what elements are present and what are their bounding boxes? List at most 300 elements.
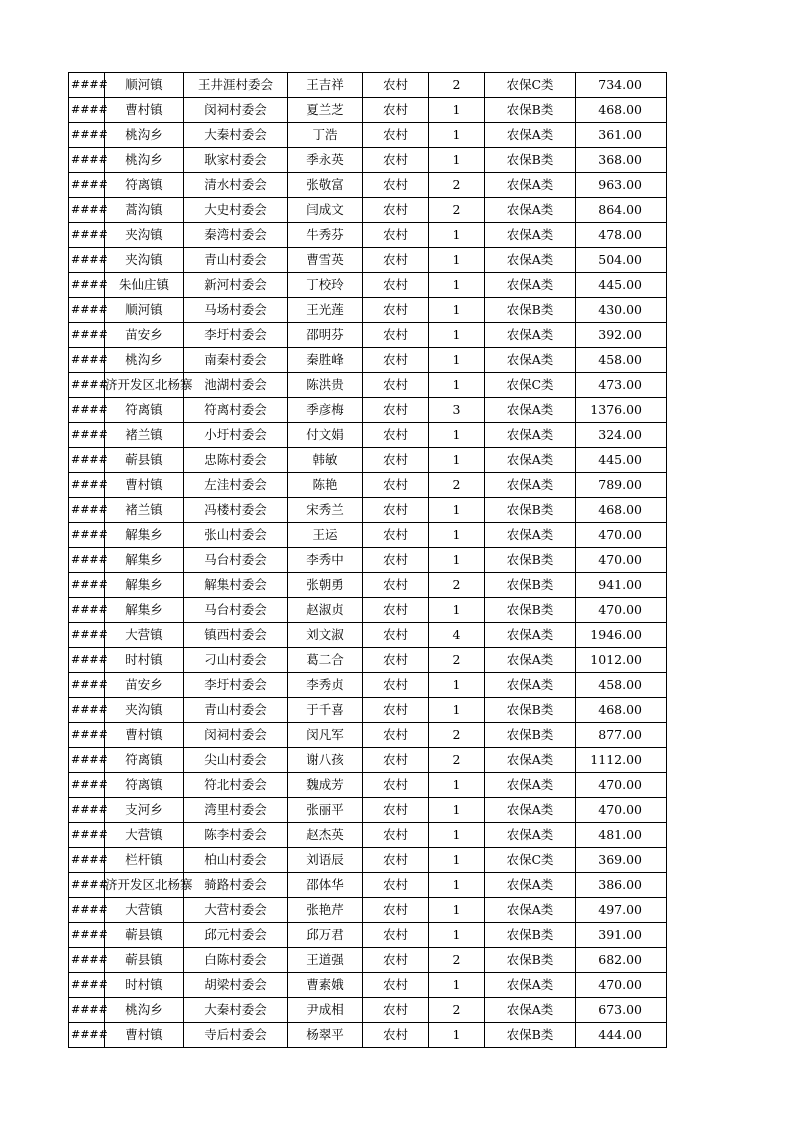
village-committee-cell: 闵祠村委会 — [184, 98, 288, 123]
village-committee-cell: 大营村委会 — [184, 898, 288, 923]
insurance-class-cell: 农保A类 — [485, 998, 576, 1023]
township-cell: 朱仙庄镇 — [105, 273, 184, 298]
village-committee-cell: 冯楼村委会 — [184, 498, 288, 523]
table-row — [69, 823, 667, 848]
township-cell: 支河乡 — [105, 798, 184, 823]
insurance-class-cell: 农保B类 — [485, 723, 576, 748]
township-cell: 济开发区北杨寨 — [105, 873, 184, 898]
village-committee-cell: 清水村委会 — [184, 173, 288, 198]
village-committee-cell: 新河村委会 — [184, 273, 288, 298]
amount-cell: 386.00 — [576, 873, 667, 898]
household-count-cell: 4 — [429, 623, 485, 648]
amount-cell: 470.00 — [576, 773, 667, 798]
household-count-cell: 3 — [429, 398, 485, 423]
area-type-cell: 农村 — [363, 323, 429, 348]
table-body — [69, 73, 667, 1048]
amount-cell: 445.00 — [576, 273, 667, 298]
township-cell: 符离镇 — [105, 748, 184, 773]
area-type-cell: 农村 — [363, 1023, 429, 1048]
row-id-cell: #### — [69, 498, 105, 523]
row-id-cell: #### — [69, 423, 105, 448]
area-type-cell: 农村 — [363, 748, 429, 773]
village-committee-cell: 马台村委会 — [184, 548, 288, 573]
township-cell: 苗安乡 — [105, 673, 184, 698]
village-committee-cell: 南秦村委会 — [184, 348, 288, 373]
area-type-cell: 农村 — [363, 473, 429, 498]
area-type-cell: 农村 — [363, 773, 429, 798]
table-row — [69, 73, 667, 98]
amount-cell: 430.00 — [576, 298, 667, 323]
household-count-cell: 1 — [429, 148, 485, 173]
village-committee-cell: 小圩村委会 — [184, 423, 288, 448]
table-row — [69, 698, 667, 723]
amount-cell: 369.00 — [576, 848, 667, 873]
area-type-cell: 农村 — [363, 998, 429, 1023]
township-cell: 桃沟乡 — [105, 123, 184, 148]
household-count-cell: 1 — [429, 348, 485, 373]
household-count-cell: 1 — [429, 423, 485, 448]
township-cell: 曹村镇 — [105, 98, 184, 123]
area-type-cell: 农村 — [363, 848, 429, 873]
table-row — [69, 548, 667, 573]
township-cell: 符离镇 — [105, 398, 184, 423]
name-cell: 刘文淑 — [288, 623, 363, 648]
table-row — [69, 898, 667, 923]
household-count-cell: 1 — [429, 298, 485, 323]
row-id-cell: #### — [69, 648, 105, 673]
row-id-cell: #### — [69, 973, 105, 998]
area-type-cell: 农村 — [363, 598, 429, 623]
table-row — [69, 923, 667, 948]
household-count-cell: 1 — [429, 773, 485, 798]
amount-cell: 1376.00 — [576, 398, 667, 423]
table-row — [69, 973, 667, 998]
table-row — [69, 348, 667, 373]
insurance-class-cell: 农保A类 — [485, 473, 576, 498]
household-count-cell: 1 — [429, 273, 485, 298]
area-type-cell: 农村 — [363, 623, 429, 648]
township-cell: 顺河镇 — [105, 73, 184, 98]
insurance-class-cell: 农保A类 — [485, 173, 576, 198]
household-count-cell: 1 — [429, 498, 485, 523]
area-type-cell: 农村 — [363, 948, 429, 973]
insurance-class-cell: 农保B类 — [485, 923, 576, 948]
row-id-cell: #### — [69, 1023, 105, 1048]
village-committee-cell: 王井涯村委会 — [184, 73, 288, 98]
area-type-cell: 农村 — [363, 548, 429, 573]
row-id-cell: #### — [69, 298, 105, 323]
township-cell: 桃沟乡 — [105, 998, 184, 1023]
household-count-cell: 1 — [429, 548, 485, 573]
amount-cell: 682.00 — [576, 948, 667, 973]
township-cell: 符离镇 — [105, 773, 184, 798]
township-cell: 夹沟镇 — [105, 698, 184, 723]
row-id-cell: #### — [69, 698, 105, 723]
insurance-class-cell: 农保A类 — [485, 223, 576, 248]
name-cell: 杨翠平 — [288, 1023, 363, 1048]
township-cell: 大营镇 — [105, 823, 184, 848]
amount-cell: 445.00 — [576, 448, 667, 473]
area-type-cell: 农村 — [363, 973, 429, 998]
table-row — [69, 298, 667, 323]
amount-cell: 478.00 — [576, 223, 667, 248]
name-cell: 于千喜 — [288, 698, 363, 723]
area-type-cell: 农村 — [363, 873, 429, 898]
area-type-cell: 农村 — [363, 348, 429, 373]
village-committee-cell: 大秦村委会 — [184, 123, 288, 148]
household-count-cell: 1 — [429, 248, 485, 273]
insurance-class-cell: 农保A类 — [485, 798, 576, 823]
table-row — [69, 423, 667, 448]
row-id-cell: #### — [69, 173, 105, 198]
name-cell: 张朝勇 — [288, 573, 363, 598]
table-row — [69, 523, 667, 548]
insurance-class-cell: 农保A类 — [485, 623, 576, 648]
row-id-cell: #### — [69, 373, 105, 398]
row-id-cell: #### — [69, 248, 105, 273]
amount-cell: 470.00 — [576, 798, 667, 823]
table-row — [69, 723, 667, 748]
row-id-cell: #### — [69, 923, 105, 948]
name-cell: 季永英 — [288, 148, 363, 173]
name-cell: 王吉祥 — [288, 73, 363, 98]
table-row — [69, 873, 667, 898]
insurance-class-cell: 农保A类 — [485, 898, 576, 923]
insurance-class-cell: 农保A类 — [485, 348, 576, 373]
amount-cell: 470.00 — [576, 548, 667, 573]
insurance-class-cell: 农保A类 — [485, 823, 576, 848]
area-type-cell: 农村 — [363, 698, 429, 723]
insurance-class-cell: 农保A类 — [485, 323, 576, 348]
household-count-cell: 2 — [429, 648, 485, 673]
name-cell: 王道强 — [288, 948, 363, 973]
insurance-class-cell: 农保A类 — [485, 398, 576, 423]
table-row — [69, 173, 667, 198]
township-cell: 曹村镇 — [105, 473, 184, 498]
row-id-cell: #### — [69, 523, 105, 548]
table-row — [69, 123, 667, 148]
village-committee-cell: 符离村委会 — [184, 398, 288, 423]
table-row — [69, 648, 667, 673]
township-cell: 解集乡 — [105, 523, 184, 548]
amount-cell: 1012.00 — [576, 648, 667, 673]
name-cell: 丁浩 — [288, 123, 363, 148]
amount-cell: 864.00 — [576, 198, 667, 223]
table-row — [69, 248, 667, 273]
insurance-class-cell: 农保A类 — [485, 673, 576, 698]
insurance-class-cell: 农保B类 — [485, 573, 576, 598]
row-id-cell: #### — [69, 223, 105, 248]
household-count-cell: 2 — [429, 998, 485, 1023]
township-cell: 济开发区北杨寨 — [105, 373, 184, 398]
household-count-cell: 1 — [429, 798, 485, 823]
row-id-cell: #### — [69, 98, 105, 123]
household-count-cell: 1 — [429, 98, 485, 123]
name-cell: 李秀贞 — [288, 673, 363, 698]
village-committee-cell: 符北村委会 — [184, 773, 288, 798]
area-type-cell: 农村 — [363, 448, 429, 473]
area-type-cell: 农村 — [363, 423, 429, 448]
village-committee-cell: 马场村委会 — [184, 298, 288, 323]
insurance-class-cell: 农保A类 — [485, 748, 576, 773]
area-type-cell: 农村 — [363, 148, 429, 173]
table-row — [69, 573, 667, 598]
table-row — [69, 398, 667, 423]
area-type-cell: 农村 — [363, 798, 429, 823]
insurance-class-cell: 农保B类 — [485, 1023, 576, 1048]
insurance-class-cell: 农保A类 — [485, 273, 576, 298]
township-cell: 苗安乡 — [105, 323, 184, 348]
township-cell: 夹沟镇 — [105, 223, 184, 248]
amount-cell: 1112.00 — [576, 748, 667, 773]
insurance-class-cell: 农保C类 — [485, 848, 576, 873]
village-committee-cell: 秦湾村委会 — [184, 223, 288, 248]
township-cell: 蕲县镇 — [105, 948, 184, 973]
row-id-cell: #### — [69, 673, 105, 698]
row-id-cell: #### — [69, 898, 105, 923]
name-cell: 牛秀芬 — [288, 223, 363, 248]
village-committee-cell: 李圩村委会 — [184, 323, 288, 348]
table-row — [69, 473, 667, 498]
name-cell: 尹成相 — [288, 998, 363, 1023]
table-row — [69, 1023, 667, 1048]
village-committee-cell: 闵祠村委会 — [184, 723, 288, 748]
row-id-cell: #### — [69, 623, 105, 648]
amount-cell: 789.00 — [576, 473, 667, 498]
township-cell: 蕲县镇 — [105, 448, 184, 473]
insurance-class-cell: 农保A类 — [485, 248, 576, 273]
household-count-cell: 1 — [429, 823, 485, 848]
table-row — [69, 373, 667, 398]
insurance-class-cell: 农保A类 — [485, 123, 576, 148]
amount-cell: 470.00 — [576, 973, 667, 998]
amount-cell: 468.00 — [576, 498, 667, 523]
insurance-class-cell: 农保C类 — [485, 373, 576, 398]
village-committee-cell: 骑路村委会 — [184, 873, 288, 898]
area-type-cell: 农村 — [363, 223, 429, 248]
insurance-class-cell: 农保B类 — [485, 948, 576, 973]
household-count-cell: 1 — [429, 598, 485, 623]
village-committee-cell: 刁山村委会 — [184, 648, 288, 673]
insurance-class-cell: 农保B类 — [485, 98, 576, 123]
area-type-cell: 农村 — [363, 98, 429, 123]
amount-cell: 481.00 — [576, 823, 667, 848]
area-type-cell: 农村 — [363, 823, 429, 848]
area-type-cell: 农村 — [363, 723, 429, 748]
area-type-cell: 农村 — [363, 923, 429, 948]
row-id-cell: #### — [69, 823, 105, 848]
row-id-cell: #### — [69, 773, 105, 798]
row-id-cell: #### — [69, 348, 105, 373]
amount-cell: 673.00 — [576, 998, 667, 1023]
amount-cell: 473.00 — [576, 373, 667, 398]
row-id-cell: #### — [69, 398, 105, 423]
township-cell: 曹村镇 — [105, 1023, 184, 1048]
village-committee-cell: 湾里村委会 — [184, 798, 288, 823]
township-cell: 大营镇 — [105, 623, 184, 648]
amount-cell: 361.00 — [576, 123, 667, 148]
insurance-class-cell: 农保B类 — [485, 698, 576, 723]
table-row — [69, 448, 667, 473]
township-cell: 褚兰镇 — [105, 423, 184, 448]
area-type-cell: 农村 — [363, 573, 429, 598]
name-cell: 葛二合 — [288, 648, 363, 673]
row-id-cell: #### — [69, 273, 105, 298]
table-row — [69, 748, 667, 773]
insurance-class-cell: 农保A类 — [485, 873, 576, 898]
insurance-class-cell: 农保B类 — [485, 498, 576, 523]
township-cell: 大营镇 — [105, 898, 184, 923]
name-cell: 秦胜峰 — [288, 348, 363, 373]
name-cell: 陈洪贵 — [288, 373, 363, 398]
table-row — [69, 948, 667, 973]
table-row — [69, 98, 667, 123]
amount-cell: 468.00 — [576, 698, 667, 723]
row-id-cell: #### — [69, 123, 105, 148]
table-row — [69, 323, 667, 348]
name-cell: 邵体华 — [288, 873, 363, 898]
insurance-class-cell: 农保A类 — [485, 198, 576, 223]
household-count-cell: 2 — [429, 73, 485, 98]
row-id-cell: #### — [69, 948, 105, 973]
township-cell: 夹沟镇 — [105, 248, 184, 273]
household-count-cell: 1 — [429, 698, 485, 723]
name-cell: 张丽平 — [288, 798, 363, 823]
area-type-cell: 农村 — [363, 898, 429, 923]
name-cell: 付文娟 — [288, 423, 363, 448]
row-id-cell: #### — [69, 148, 105, 173]
household-count-cell: 2 — [429, 173, 485, 198]
township-cell: 栏杆镇 — [105, 848, 184, 873]
name-cell: 张艳芹 — [288, 898, 363, 923]
row-id-cell: #### — [69, 73, 105, 98]
table-row — [69, 673, 667, 698]
household-count-cell: 1 — [429, 1023, 485, 1048]
amount-cell: 497.00 — [576, 898, 667, 923]
insurance-class-cell: 农保C类 — [485, 73, 576, 98]
name-cell: 赵杰英 — [288, 823, 363, 848]
amount-cell: 468.00 — [576, 98, 667, 123]
records-table — [68, 72, 667, 1048]
village-committee-cell: 白陈村委会 — [184, 948, 288, 973]
amount-cell: 504.00 — [576, 248, 667, 273]
name-cell: 闫成文 — [288, 198, 363, 223]
name-cell: 李秀中 — [288, 548, 363, 573]
amount-cell: 877.00 — [576, 723, 667, 748]
name-cell: 刘语辰 — [288, 848, 363, 873]
household-count-cell: 1 — [429, 873, 485, 898]
amount-cell: 458.00 — [576, 673, 667, 698]
area-type-cell: 农村 — [363, 673, 429, 698]
row-id-cell: #### — [69, 323, 105, 348]
village-committee-cell: 柏山村委会 — [184, 848, 288, 873]
name-cell: 韩敏 — [288, 448, 363, 473]
table-row — [69, 198, 667, 223]
row-id-cell: #### — [69, 473, 105, 498]
village-committee-cell: 寺后村委会 — [184, 1023, 288, 1048]
household-count-cell: 1 — [429, 223, 485, 248]
village-committee-cell: 尖山村委会 — [184, 748, 288, 773]
township-cell: 解集乡 — [105, 573, 184, 598]
name-cell: 季彦梅 — [288, 398, 363, 423]
insurance-class-cell: 农保A类 — [485, 973, 576, 998]
area-type-cell: 农村 — [363, 498, 429, 523]
township-cell: 解集乡 — [105, 598, 184, 623]
name-cell: 邱万君 — [288, 923, 363, 948]
name-cell: 魏成芳 — [288, 773, 363, 798]
village-committee-cell: 耿家村委会 — [184, 148, 288, 173]
household-count-cell: 1 — [429, 323, 485, 348]
area-type-cell: 农村 — [363, 73, 429, 98]
table-row — [69, 798, 667, 823]
amount-cell: 734.00 — [576, 73, 667, 98]
household-count-cell: 2 — [429, 473, 485, 498]
table-row — [69, 498, 667, 523]
village-committee-cell: 左洼村委会 — [184, 473, 288, 498]
household-count-cell: 1 — [429, 848, 485, 873]
area-type-cell: 农村 — [363, 523, 429, 548]
amount-cell: 444.00 — [576, 1023, 667, 1048]
household-count-cell: 2 — [429, 948, 485, 973]
row-id-cell: #### — [69, 798, 105, 823]
insurance-class-cell: 农保A类 — [485, 773, 576, 798]
insurance-class-cell: 农保A类 — [485, 648, 576, 673]
row-id-cell: #### — [69, 748, 105, 773]
village-committee-cell: 解集村委会 — [184, 573, 288, 598]
insurance-class-cell: 农保B类 — [485, 298, 576, 323]
village-committee-cell: 李圩村委会 — [184, 673, 288, 698]
row-id-cell: #### — [69, 548, 105, 573]
household-count-cell: 1 — [429, 373, 485, 398]
village-committee-cell: 马台村委会 — [184, 598, 288, 623]
township-cell: 顺河镇 — [105, 298, 184, 323]
amount-cell: 941.00 — [576, 573, 667, 598]
household-count-cell: 1 — [429, 923, 485, 948]
township-cell: 曹村镇 — [105, 723, 184, 748]
insurance-class-cell: 农保A类 — [485, 523, 576, 548]
village-committee-cell: 青山村委会 — [184, 248, 288, 273]
amount-cell: 470.00 — [576, 598, 667, 623]
table-row — [69, 998, 667, 1023]
name-cell: 谢八孩 — [288, 748, 363, 773]
amount-cell: 470.00 — [576, 523, 667, 548]
township-cell: 时村镇 — [105, 648, 184, 673]
table-row — [69, 848, 667, 873]
village-committee-cell: 青山村委会 — [184, 698, 288, 723]
insurance-class-cell: 农保B类 — [485, 548, 576, 573]
amount-cell: 1946.00 — [576, 623, 667, 648]
village-committee-cell: 大秦村委会 — [184, 998, 288, 1023]
name-cell: 张敬富 — [288, 173, 363, 198]
household-count-cell: 2 — [429, 723, 485, 748]
table-row — [69, 223, 667, 248]
household-count-cell: 1 — [429, 673, 485, 698]
amount-cell: 391.00 — [576, 923, 667, 948]
village-committee-cell: 陈李村委会 — [184, 823, 288, 848]
village-committee-cell: 邱元村委会 — [184, 923, 288, 948]
township-cell: 符离镇 — [105, 173, 184, 198]
name-cell: 陈艳 — [288, 473, 363, 498]
household-count-cell: 1 — [429, 523, 485, 548]
area-type-cell: 农村 — [363, 648, 429, 673]
name-cell: 闵凡军 — [288, 723, 363, 748]
name-cell: 邵明芬 — [288, 323, 363, 348]
village-committee-cell: 忠陈村委会 — [184, 448, 288, 473]
name-cell: 宋秀兰 — [288, 498, 363, 523]
village-committee-cell: 镇西村委会 — [184, 623, 288, 648]
area-type-cell: 农村 — [363, 173, 429, 198]
township-cell: 时村镇 — [105, 973, 184, 998]
